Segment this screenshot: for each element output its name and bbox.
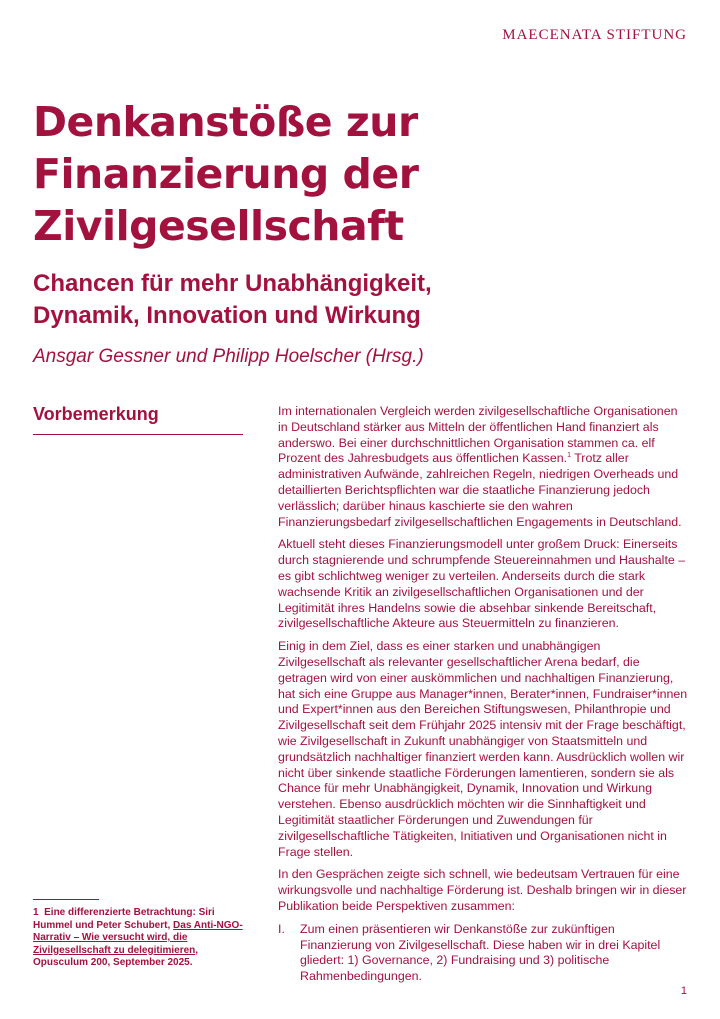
- body-text-column: [278, 404, 688, 985]
- footnote-link[interactable]: Das Anti-NGO-Narrativ – Wie versucht wird, die Zivilgesellschaft zu delegitimieren: [33, 919, 243, 956]
- paragraph-text: Im internationalen Vergleich werden zivilgesellschaftliche Organisationen in Deutschland stärker aus Mitteln der öffentlichen Hand finanziert als anderswo. Bei einer durchschnittlichen Organisation stammen ca. elf Prozent des Jahresbudgets aus öffentlichen Kassen.: [278, 404, 678, 466]
- footnote-reference[interactable]: 1: [567, 452, 571, 460]
- paragraph-text: Trotz aller administrativen Aufwände, zahlreichen Regeln, niedrigen Overheads und detaillierten Berichtspflichten war die staatliche Finanzierung jedoch verlässlich; darüber hinaus kaschierte sie den wahren Finanzierungsbedarf zivilgesellschaftlichen Engagements in Deutschland.: [278, 451, 682, 529]
- authors: Ansgar Gessner und Philipp Hoelscher (Hrsg.): [33, 346, 424, 367]
- paragraph: [278, 404, 688, 530]
- list-item-number: I.: [278, 921, 285, 936]
- subtitle-line: Dynamik, Innovation und Wirkung: [33, 302, 421, 329]
- list-item: [278, 922, 688, 985]
- paragraph: In den Gesprächen zeigte sich schnell, wie bedeutsam Vertrauen für eine wirkungsvolle und nachhaltige Förderung ist. Deshalb bringen wir in dieser Publikation beide Perspektiven zusammen:: [278, 867, 687, 913]
- document-title: [33, 96, 633, 252]
- numbered-list: [278, 922, 688, 985]
- footnote-text: , Opusculum 200, September 2025.: [33, 944, 199, 968]
- publisher-brand: MAECENATA STIFTUNG: [502, 27, 687, 43]
- page-number: 1: [680, 985, 687, 997]
- footnote-text: Eine differenzierte Betrachtung: Siri Hummel und Peter Schubert,: [33, 907, 215, 931]
- paragraph: Aktuell steht dieses Finanzierungsmodell unter großem Druck: Einerseits durch stagnierende und schrumpfende Steuereinnahmen und Haushalte – es gibt schlichtweg weniger zu verteilen. Anderseits durch die stark wachsende Kritik an zivilgesellschaftlichen Organisationen und der Legitimität ihres Handelns sowie die absehbar sinkende Bereitschaft, zivilgesellschaftliche Akteure aus Steuermitteln zu finanzieren.: [278, 537, 686, 631]
- paragraph: Einig in dem Ziel, dass es einer starken und unabhängigen Zivilgesellschaft als relevanter gesellschaftlicher Arena bedarf, die getragen wird von einer auskömmlichen und nachhaltigen Finanzierung, hat sich eine Gruppe aus Manager*innen, Berater*innen, Fundraiser*innen und Expert*innen aus den Bereichen Stiftungswesen, Philanthropie und Zivilgesellschaft seit dem Frühjahr 2025 intensiv mit der Frage beschäftigt, wie Zivilgesellschaft in Zukunft unabhängiger von Staatsmitteln und grundsätzlich nachhaltiger finanziert werden kann. Ausdrücklich wollen wir nicht über sinkende staatliche Förderungen lamentieren, sondern sie als Chance für mehr Unabhängigkeit, Dynamik, Innovation und Wirkung verstehen. Ebenso ausdrücklich möchten wir die Sinnhaftigkeit und Legitimität staatlicher Förderungen und Zuwendungen für zivilgesellschaftliche Tätigkeiten, Initiativen und Organisationen nicht in Frage stellen.: [278, 639, 688, 859]
- section-heading: Vorbemerkung: [33, 404, 243, 435]
- title-line: Zivilgesellschaft: [33, 202, 404, 250]
- list-item-text: Zum einen präsentieren wir Denkanstöße zur zukünftigen Finanzierung von Zivilgesellschaft. Diese haben wir in drei Kapitel gliedert: 1) Governance, 2) Fundraising und 3) politische Rahmenbedingungen.: [300, 921, 661, 984]
- title-line: Finanzierung der: [33, 150, 419, 198]
- title-line: Denkanstöße zur: [33, 98, 418, 146]
- footnote-divider: [33, 899, 99, 900]
- footnote: [33, 907, 248, 970]
- subtitle-line: Chancen für mehr Unabhängigkeit,: [33, 270, 432, 297]
- document-subtitle: [33, 268, 653, 332]
- footnote-number: 1: [33, 907, 39, 918]
